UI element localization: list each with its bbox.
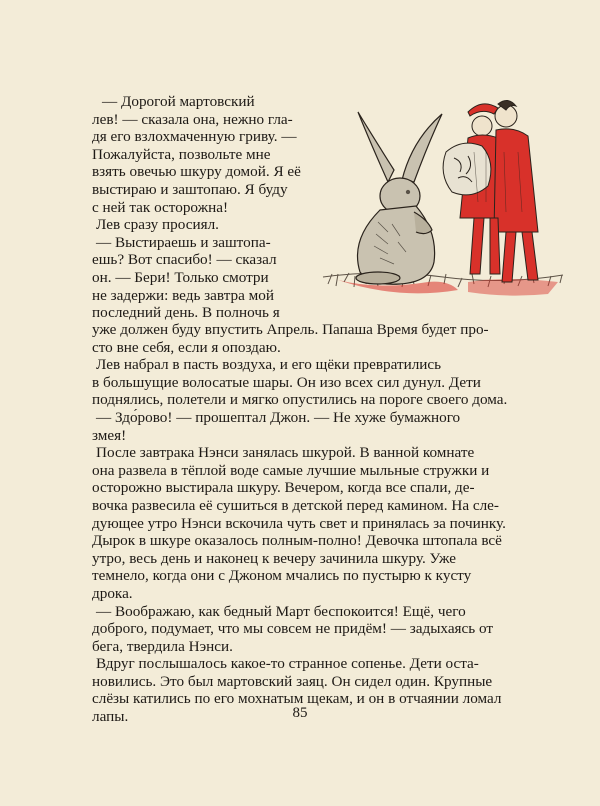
text-line: дрока. xyxy=(92,584,133,602)
page-number: 85 xyxy=(292,705,308,721)
text-line: После завтрака Нэнси занялась шкурой. В ванной комнате xyxy=(96,444,475,462)
text-line: темнело, когда они с Джоном мчались по пустырю к кусту xyxy=(92,567,472,585)
text-line: лев! — сказала она, нежно гла- xyxy=(92,110,293,128)
text-line: уже должен буду впустить Апрель. Папаша Время будет про- xyxy=(92,321,489,338)
text-line: Вдруг послышалось какое-то странное сопенье. Дети оста- xyxy=(96,655,479,673)
text-line: новились. Это был мартовский заяц. Он сидел один. Крупные xyxy=(92,672,493,690)
hare-and-children-illustration xyxy=(318,92,568,304)
text-line: доброго, подумает, что мы совсем не придём! — задыхаясь от xyxy=(92,620,494,638)
text-line: ешь? Вот спасибо! — сказал xyxy=(92,251,277,269)
text-line: лапы. xyxy=(92,708,129,726)
text-line: в большущие волосатые шары. Он изо всех сил дунул. Дети xyxy=(92,373,481,391)
text-line: она развела в тёплой воде самые лучшие мыльные стружки и xyxy=(92,461,490,479)
text-line: слёзы катились по его мохнатым щекам, и он в отчаянии ломал xyxy=(92,690,502,708)
text-line: Пожалуйста, позвольте мне xyxy=(92,145,271,163)
text-line: вочка развесила её сушиться в детской перед камином. На сле- xyxy=(92,496,499,514)
text-line: — Здо́рово! — прошептал Джон. — Не хуже бумажного xyxy=(96,408,461,426)
text-line: Дырок в шкуре оказалось полным-полно! Девочка штопала всё xyxy=(92,532,502,550)
text-line: — Воображаю, как бедный Март беспокоится! Ещё, чего xyxy=(96,602,466,620)
text-line: поднялись, полетели и мягко опустились на пороге своего дома. xyxy=(92,391,508,409)
text-line: бега, твердила Нэнси. xyxy=(92,637,233,655)
text-line: он. — Бери! Только смотри xyxy=(92,268,269,286)
text-line: дующее утро Нэнси вскочила чуть свет и принялась за починку. xyxy=(92,514,506,532)
text-line: Лев набрал в пасть воздуха, и его щёки превратились xyxy=(96,356,442,374)
text-line: выстираю и заштопаю. Я буду xyxy=(92,180,288,198)
narrow-column-text xyxy=(92,93,306,322)
text-line: последний день. В полночь я xyxy=(92,304,280,322)
text-line: — Дорогой мартовский xyxy=(102,93,255,110)
text-line: осторожно выстирала шкуру. Вечером, когда все спали, де- xyxy=(92,479,475,497)
text-line: взять овечью шкуру домой. Я её xyxy=(92,163,301,181)
text-line: не задержи: ведь завтра мой xyxy=(92,286,274,304)
text-line: Лев сразу просиял. xyxy=(96,216,219,234)
full-width-text xyxy=(92,321,538,726)
text-line: с ней так осторожна! xyxy=(92,198,229,216)
text-line: сто вне себя, если я опоздаю. xyxy=(92,338,281,356)
text-line: утро, весь день и наконец к вечеру зачинила шкуру. Уже xyxy=(92,549,456,567)
text-line: дя его взлохмаченную гриву. — xyxy=(92,128,297,146)
text-line: змея! xyxy=(92,426,127,444)
text-line: — Выстираешь и заштопа- xyxy=(96,233,271,251)
